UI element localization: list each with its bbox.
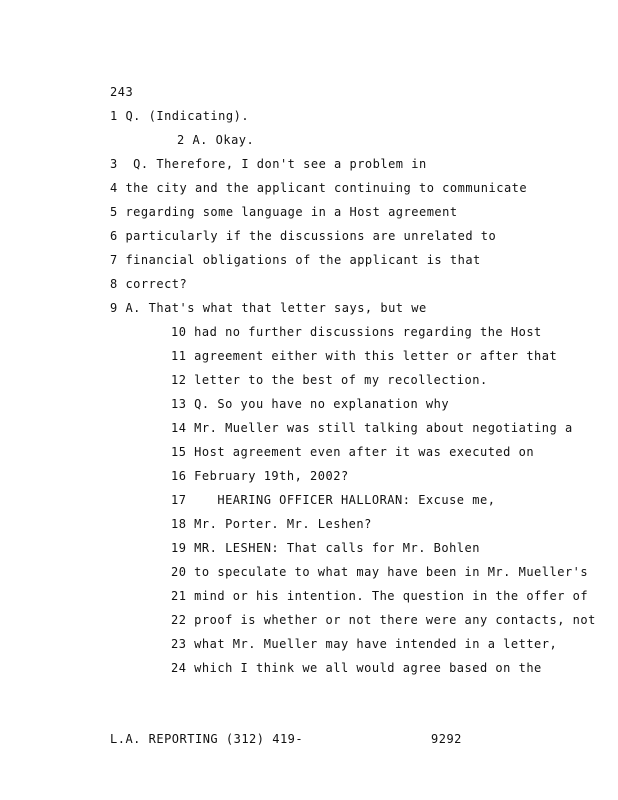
page-number: 243 xyxy=(110,85,134,99)
transcript-line-9: 9 A. That's what that letter says, but we xyxy=(110,301,427,315)
transcript-line-24: 24 which I think we all would agree based on the xyxy=(171,661,542,675)
transcript-line-15: 15 Host agreement even after it was executed on xyxy=(171,445,535,459)
transcript-line-12: 12 letter to the best of my recollection. xyxy=(171,373,488,387)
footer-reporter: L.A. REPORTING (312) 419- xyxy=(110,732,304,746)
transcript-line-6: 6 particularly if the discussions are unrelated to xyxy=(110,229,497,243)
transcript-line-2: 2 A. Okay. xyxy=(177,133,255,147)
transcript-line-1: 1 Q. (Indicating). xyxy=(110,109,250,123)
transcript-line-11: 11 agreement either with this letter or after that xyxy=(171,349,558,363)
transcript-line-8: 8 correct? xyxy=(110,277,188,291)
transcript-line-16: 16 February 19th, 2002? xyxy=(171,469,349,483)
transcript-line-22: 22 proof is whether or not there were any contacts, not xyxy=(171,613,596,627)
transcript-line-23: 23 what Mr. Mueller may have intended in a letter, xyxy=(171,637,558,651)
transcript-line-17: 17 HEARING OFFICER HALLORAN: Excuse me, xyxy=(171,493,496,507)
transcript-line-7: 7 financial obligations of the applicant is that xyxy=(110,253,481,267)
transcript-line-4: 4 the city and the applicant continuing to communicate xyxy=(110,181,528,195)
transcript-line-3: 3 Q. Therefore, I don't see a problem in xyxy=(110,157,427,171)
transcript-line-5: 5 regarding some language in a Host agreement xyxy=(110,205,458,219)
transcript-line-20: 20 to speculate to what may have been in Mr. Mueller's xyxy=(171,565,589,579)
transcript-line-21: 21 mind or his intention. The question in the offer of xyxy=(171,589,589,603)
transcript-line-14: 14 Mr. Mueller was still talking about negotiating a xyxy=(171,421,573,435)
transcript-line-10: 10 had no further discussions regarding the Host xyxy=(171,325,542,339)
transcript-line-19: 19 MR. LESHEN: That calls for Mr. Bohlen xyxy=(171,541,480,555)
transcript-line-18: 18 Mr. Porter. Mr. Leshen? xyxy=(171,517,372,531)
footer-phone-suffix: 9292 xyxy=(431,732,462,746)
transcript-line-13: 13 Q. So you have no explanation why xyxy=(171,397,450,411)
